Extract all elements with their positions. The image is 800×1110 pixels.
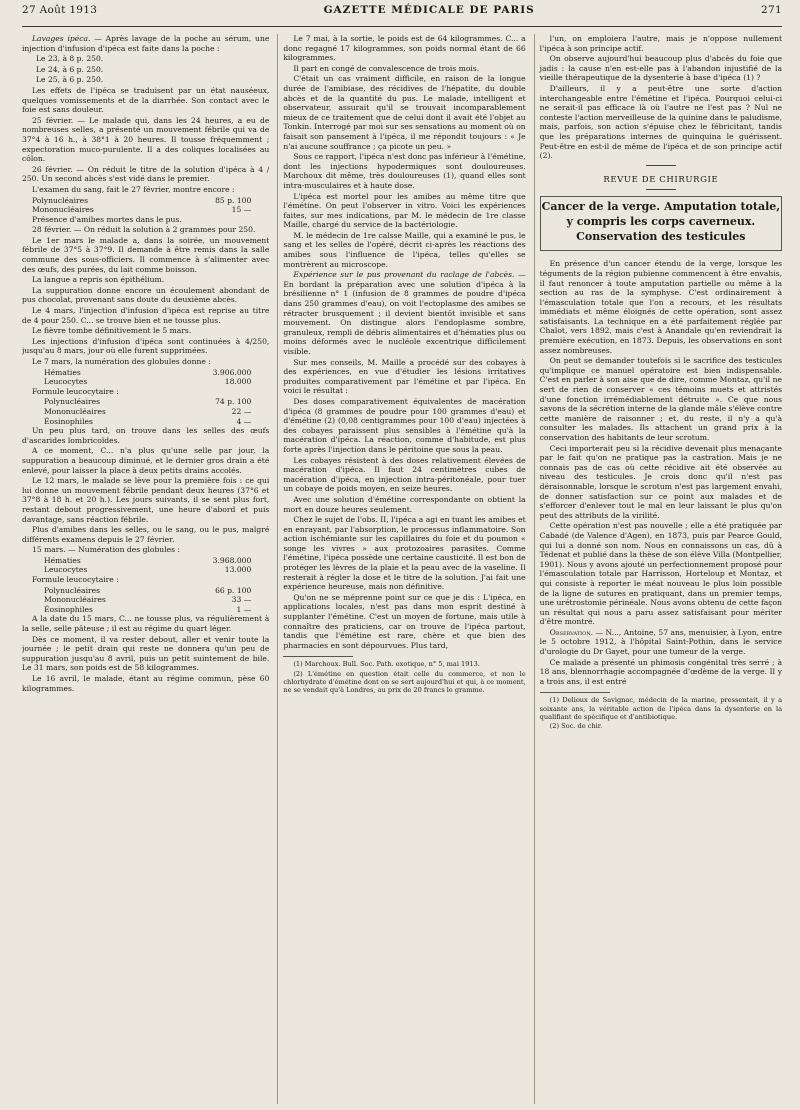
paragraph: Le 4 mars, l'injection d'infusion d'ipéca est reprise au titre de 4 pour 250. C... se trouve bien et ne tousse plus.: [22, 306, 270, 325]
page-header: [22, 0, 782, 27]
paragraph: On observe aujourd'hui beaucoup plus d'abcès du foie que jadis : la cause n'en est-elle pas à l'abandon injustifié de la vieille thérapeutique de la dysenterie à base d'ipéca (1) ?: [539, 54, 783, 83]
table-row: [22, 556, 269, 566]
paragraph: Les cobayes résistent à des doses relativement élevées de macération d'ipéca. Il faut 24 centimètres cubes de macération d'ipéca, en injection intra-péritonéale, pour tuer un cobaye de poids moyen, en seize heures.: [283, 455, 526, 494]
section-divider: [646, 165, 676, 166]
page-number: 271: [761, 4, 782, 16]
table-row: [22, 407, 269, 417]
paragraph: A ce moment, C... n'a plus qu'une selle par jour, la suppuration a beaucoup diminué, et le dernier gros drain a été enlevé, pour laisser la place à deux petits drains accolés.: [22, 446, 270, 475]
article-title-line: Conservation des testicules: [576, 230, 746, 244]
paragraph: Des doses comparativement équivalentes de macération d'ipéca (8 grammes de poudre pour 100 grammes d'eau) et d'émétine (2) (0,08 centigrammes pour 100 d'eau) injectées à des cobayes paraissent plus sensibles à l'émétine qu'à la macération d'ipéca. La réaction, comme d'habitude, est plus forte après l'injection dans le péritoine que sous la peau.: [283, 396, 526, 454]
paragraph: A la date du 15 mars, C... ne tousse plus, va régulièrement à la selle, selle pâteuse ; il est au régime du quart léger.: [22, 614, 270, 634]
table-value: 85 p. 100: [215, 195, 252, 205]
table-label: Leucocytes: [44, 565, 88, 575]
paragraph: En présence d'un cancer étendu de la verge, lorsque les téguments de la région pubienne commencent à être envahis, il faut renoncer à toute amputation partielle ou même à la section au ras de la symphyse. C'est ordinairement à l'émasculation totale que l'on a recours, et les résultats immédiats et même éloignés de cette opération, sont assez satisfaisants. La technique en a été parfaitement réglée par Chalot, vers 1892, mais c'est à Anandale qu'en reviendrait la première exécution, en 1873. Depuis, les observations en sont assez nombreuses.: [539, 259, 783, 355]
table-label: Mononucléaires: [32, 205, 94, 215]
table-label: Polynucléaires: [44, 585, 101, 595]
table-row: [22, 377, 269, 387]
paragraph: Avec une solution d'émétine correspondante on obtient la mort en douze heures seulement.: [283, 494, 526, 514]
table-value: 1 —: [236, 604, 252, 614]
paragraph: Formule leucocytaire :: [32, 386, 119, 396]
paragraph: Chez le sujet de l'obs. II, l'ipéca a agi en tuant les amibes et en enrayant, par l'absorption, le processus inflammatoire. Son action ischémiante sur les capillaires du foie et du poumon « songe les vivres » aux protozoaires parasites. Comme l'émétine, l'ipéca possède une certaine causticité. Il est bon de protéger les lèvres de la plaie et la peau avec de la vaseline. Il resterait à régler la dose et le titre de la solution. J'ai fait une expérience heureuse, mais non définitive.: [283, 515, 526, 592]
paragraph: C'était un cas vraiment difficile, en raison de la longue durée de l'amibiase, des récidives de l'hépatite, du double abcès et de la quantité du pus. Le malade, intelligent et observateur, assurait qu'il se trouvait incomparablement mieux de ce traitement que de celui dont il avait été l'objet au Tonkin. Interrogé par moi sur ses sensations au moment où on faisait son pansement à l'ipéca, il me répondit toujours : « Je n'ai aucune souffrance ; ça picote un peu. »: [283, 74, 526, 151]
issue-date: 27 Août 1913: [22, 4, 98, 16]
table-value: 74 p. 100: [215, 397, 252, 407]
article-title-line: y compris les corps caverneux.: [566, 215, 756, 229]
paragraph: Le 12 mars, le malade se lève pour la première fois : ce qui lui donne un mouvement fébrile pendant deux heures (37°6 et 37°8 à 18 h. et 20 h.). Les jours suivants, il se sent plus fort, restant debout progressivement, une heure d'abord et puis davantage, sans réaction fébrile.: [22, 476, 270, 524]
paragraph: Le 7 mai, à la sortie, le poids est de 64 kilogrammes. C... a donc regagné 17 kilogrammes, son poids normal étant de 66 kilogrammes.: [283, 34, 526, 63]
footnote-rule: [283, 656, 353, 657]
paragraph: Le 16 avril, le malade, étant au régime commun, pèse 60 kilogrammes.: [22, 674, 270, 693]
paragraph: 28 février. — On réduit la solution à 2 grammes pour 250.: [32, 225, 256, 235]
paragraph-text: — En bordant la préparation avec une solution d'ipéca à la brésilienne n° 1 (infusion de 8 grammes de poudre d'ipéca dans 250 grammes d'eau), on voit l'ectoplasme des amibes se rétracter brusquement ; il devient bientôt invisible et sans mouvement. On distingue alors l'endoplasme sombre, granuleux, rempli de débris alimentaires et d'hématies plus ou moins déformés avec le nucléole excentrique difficilement visible.: [283, 270, 526, 356]
table-value: 22 —: [231, 406, 252, 416]
table-row: [22, 205, 269, 215]
paragraph: La langue a repris son épithélium.: [32, 275, 165, 285]
table-value: 3.906.000: [212, 367, 252, 377]
article-columns: [22, 34, 782, 1104]
journal-title: GAZETTE MÉDICALE DE PARIS: [323, 4, 535, 16]
table-value: 13.000: [224, 565, 252, 575]
paragraph: Dès ce moment, il va rester debout, aller et venir toute la journée ; le petit drain qui reste ne donnera qu'un peu de suppuration jusqu'au 8 avril, puis un petit suintement de bile. Le 31 mars, son poids est de 58 kilogrammes.: [22, 634, 270, 673]
table-row: [22, 586, 269, 596]
article-title: [540, 196, 782, 251]
table-row: [22, 417, 269, 427]
table-label: Mononucléaires: [44, 406, 106, 416]
paragraph: L'ipéca est mortel pour les amibes au même titre que l'émétine. On peut l'observer in vitro. Voici les expériences faites, sur mes indications, par M. le médecin de 1re classe Maille, chargé du service de la bactériologie.: [283, 191, 526, 230]
paragraph: Cette opération n'est pas nouvelle ; elle a été pratiquée par Cabadé (de Valence d'Agen), en 1873, puis par Pearce Gould, qui lui a donné son nom. Nous en connaissons un cas, dû à Tédenat et publié dans la thèse de son élève Villa (Montpellier, 1901). Nous y avons ajouté un perfectionnement proposé pour l'émasculation totale par Harrisson, Horteloup et Montaz, et qui consiste à reporter le méat nouveau le plus loin possible de la ligne de sutures en pratiquant, dans un premier temps, une urétrostomie périnéale. Nous avons obtenu de cette façon un résultat qui nous a paru assez satisfaisant pour mériter d'être montré.: [539, 521, 783, 627]
table-row: [22, 565, 269, 575]
paragraph: Les effets de l'ipéca se traduisent par un état nauséeux, quelques vomissements et de la diarrhée. Son contact avec le foie est sans douleur.: [22, 85, 270, 115]
paragraph: Les injections d'infusion d'ipéca sont continuées à 4/250, jusqu'au 8 mars, jour où elle furent supprimées.: [22, 336, 270, 356]
table-label: Éosinophiles: [44, 604, 93, 614]
paragraph: Le 1er mars le malade a, dans la soirée, un mouvement fébrile de 37°5 à 37°9. Il demande à être remis dans la salle commune des sous-officiers. Il commence à s'alimenter avec des œufs, des purées, du lait comme boisson.: [22, 235, 270, 274]
table-label: Polynucléaires: [32, 195, 89, 205]
paragraph: 15 mars. — Numération des globules :: [32, 545, 180, 555]
paragraph: 25 février. — Le malade qui, dans les 24 heures, a eu de nombreuses selles, a présenté un mouvement fébrile qui va de 37°4 à 16 h., à 38°1 à 20 heures. Il tousse fréquemment ; expectoration muco-purulente. Il a des coliques localisées au côlon.: [22, 115, 270, 164]
footnote: (2) Soc. de chir.: [549, 722, 603, 731]
paragraph: [540, 628, 782, 657]
lavage-line: Le 24, à 6 p. 250.: [36, 64, 104, 74]
run-in-heading: Lavages ipéca.: [32, 34, 91, 43]
table-value: 3.968.000: [212, 555, 252, 565]
article-title-line: Cancer de la verge. Amputation totale,: [541, 200, 781, 214]
column-right: [534, 34, 782, 1104]
paragraph: L'examen du sang, fait le 27 février, montre encore :: [32, 184, 235, 194]
table-row: [22, 196, 269, 206]
lavage-line: Le 23, à 8 p. 250.: [36, 54, 104, 64]
paragraph: On peut se demander toutefois si le sacrifice des testicules qu'implique ce manuel opératoire est bien indispensable. C'est en parler à son aise que de dire, comme Montaz, qu'il ne sert de rien de conserver « ces témoins muets et attristés d'une fonction irrémédiablement détruite ». Ce que nous savons de la sécrétion interne de la glande mâle s'élève contre cette manière de raisonner ; et, du reste, il n'y a qu'à consulter les malades. Ils attachent un grand prix à la conservation des habitants de leur scrotum.: [539, 356, 783, 442]
table-label: Polynucléaires: [44, 397, 101, 407]
paragraph: Un peu plus tard, on trouve dans les selles des œufs d'ascarides lombricoïdes.: [22, 426, 270, 445]
paragraph: Sur mes conseils, M. Maille a procédé sur des cobayes à des expériences, en vue d'étudier les lésions irritatives produites comparativement par l'émétine et par l'ipéca. En voici le résultat :: [283, 357, 526, 396]
paragraph: La suppuration donne encore un écoulement abondant de pus chocolat, provenant sans doute du deuxième abcès.: [22, 285, 270, 305]
column-middle: [277, 34, 525, 1104]
paragraph: [283, 270, 525, 356]
paragraph: D'ailleurs, il y a peut-être une sorte d'action interchangeable entre l'émétine et l'ipéca. Pourquoi celui-ci ne serait-il pas efficace là où l'autre ne l'est pas ? Nul ne conteste l'action merveilleuse de la quinine dans le paludisme, mais, parfois, son action s'épuise chez le fébricitant, tandis que les préparations internes de quinquina le guérissent. Peut-être en est-il de même de l'ipéca et de son principe actif (2).: [539, 83, 783, 161]
table-row: [22, 368, 269, 378]
paragraph-text: — Après lavage de la poche au sérum, une injection d'infusion d'ipéca est faite dans la poche :: [22, 34, 270, 53]
paragraph: M. le médecin de 1re calsse Maille, qui a examiné le pus, le sang et les selles de l'opéré, décrit ci-après les réactions des amibes sous l'influence de l'ipéca, telles qu'elles se montrèrent au microscope.: [283, 230, 526, 269]
section-heading: REVUE DE CHIRURGIE: [603, 174, 719, 185]
paragraph: Qu'on ne se méprenne point sur ce que je dis : L'ipéca, en applications locales, n'est pas dans mon esprit destiné à supplanter l'émétine. C'est un moyen de fortune, mais utile à connaître des praticiens, car on trouve de l'ipéca partout, tandis que l'émétine est rare, chère et que bien des pharmacies en sont dépourvues. Plus tard,: [283, 592, 526, 650]
paragraph-text: — N..., Antoine, 57 ans, menuisier, à Lyon, entre le 5 octobre 1912, à l'hôpital Saint-Pothin, dans le service d'urologie du Dr Gayet, pour une tumeur de la verge.: [539, 627, 783, 657]
table-row: [22, 595, 269, 605]
footnote: (2) L'émétine en question était celle du commerce, et non le chlorhydrate d'émétine dont on se sert aujourd'hui et qui, à ce moment, ne se vendait qu'à Londres, au prix de 20 francs le gramme.: [283, 669, 526, 695]
table-label: Hématies: [44, 555, 81, 565]
table-value: 33 —: [231, 595, 252, 605]
table-value: 66 p. 100: [215, 585, 252, 595]
table-label: Hématies: [44, 367, 81, 377]
table-row: [22, 605, 269, 615]
paragraph: l'un, on emploiera l'autre, mais je n'oppose nullement l'ipéca à son principe actif.: [539, 34, 783, 53]
paragraph: 26 février. — On réduit le titre de la solution d'ipéca à 4 / 250. Un second abcès s'est vidé dans le premier.: [22, 164, 270, 184]
table-value: 18.000: [224, 377, 252, 387]
lavage-line: Le 25, à 6 p. 250.: [36, 75, 104, 85]
table-value: 15 —: [231, 205, 252, 215]
paragraph: [22, 34, 269, 53]
run-in-heading: Expérience sur le pus provenant du raclage de l'abcès.: [293, 270, 515, 280]
paragraph: Le 7 mars, la numération des globules donne :: [32, 357, 211, 366]
paragraph: Ce malade a présenté un phimosis congénital très serré ; à 18 ans, blennorrhagie accompagnée d'œdème de la verge. Il y a trois ans, il est entré: [539, 657, 783, 686]
table-value: 4 —: [236, 416, 252, 426]
table-label: Mononucléaires: [44, 595, 106, 605]
paragraph: Ceci importerait peu si la récidive devenait plus menaçante par le fait qu'on ne pratique pas la castration. Mais je ne connais pas de cas où cette récidive ait été observée au niveau des testicules. Je crois donc qu'il n'est pas déraisonnable, lorsque le scrotum n'est pas largement envahi, de donner satisfaction sur ce point aux malades et de s'efforcer d'enlever tout le mal en leur laissant le plus qu'on peut des attributs de la virilité.: [539, 443, 783, 520]
section-divider: [646, 189, 676, 190]
table-label: Leucocytes: [44, 377, 88, 387]
footnote-rule: [540, 692, 610, 693]
paragraph: Sous ce rapport, l'ipéca n'est donc pas inférieur à l'émétine, dont les injections hypodermiques sont douloureuses. Marchoux dit même, très douloureuses (1), quand elles sont intra-musculaires et à haute dose.: [283, 152, 526, 190]
paragraph: Présence d'amibes mortes dans le pus.: [32, 214, 182, 224]
footnote: (1) Delioux de Savignac, médecin de la marine, pressentait, il y a soixante ans, la véritable action de l'ipéca dans la dysenterie en la qualifiant de spécifique et d'antibiotique.: [539, 696, 783, 721]
paragraph: Formule leucocytaire :: [32, 575, 119, 585]
paragraph: Il part en congé de convalescence de trois mois.: [293, 63, 480, 73]
table-label: Éosinophiles: [44, 416, 93, 426]
footnote: (1) Marchoux. Bull. Soc. Path. exotique, n° 5, mai 1913.: [293, 660, 480, 669]
table-row: [22, 397, 269, 407]
column-left: [22, 34, 269, 1104]
run-in-heading: Observation.: [549, 627, 594, 637]
paragraph: Le fièvre tombe définitivement le 5 mars.: [32, 326, 192, 336]
paragraph: Plus d'amibes dans les selles, ou le sang, ou le pus, malgré différents examens depuis le 27 février.: [22, 525, 270, 544]
